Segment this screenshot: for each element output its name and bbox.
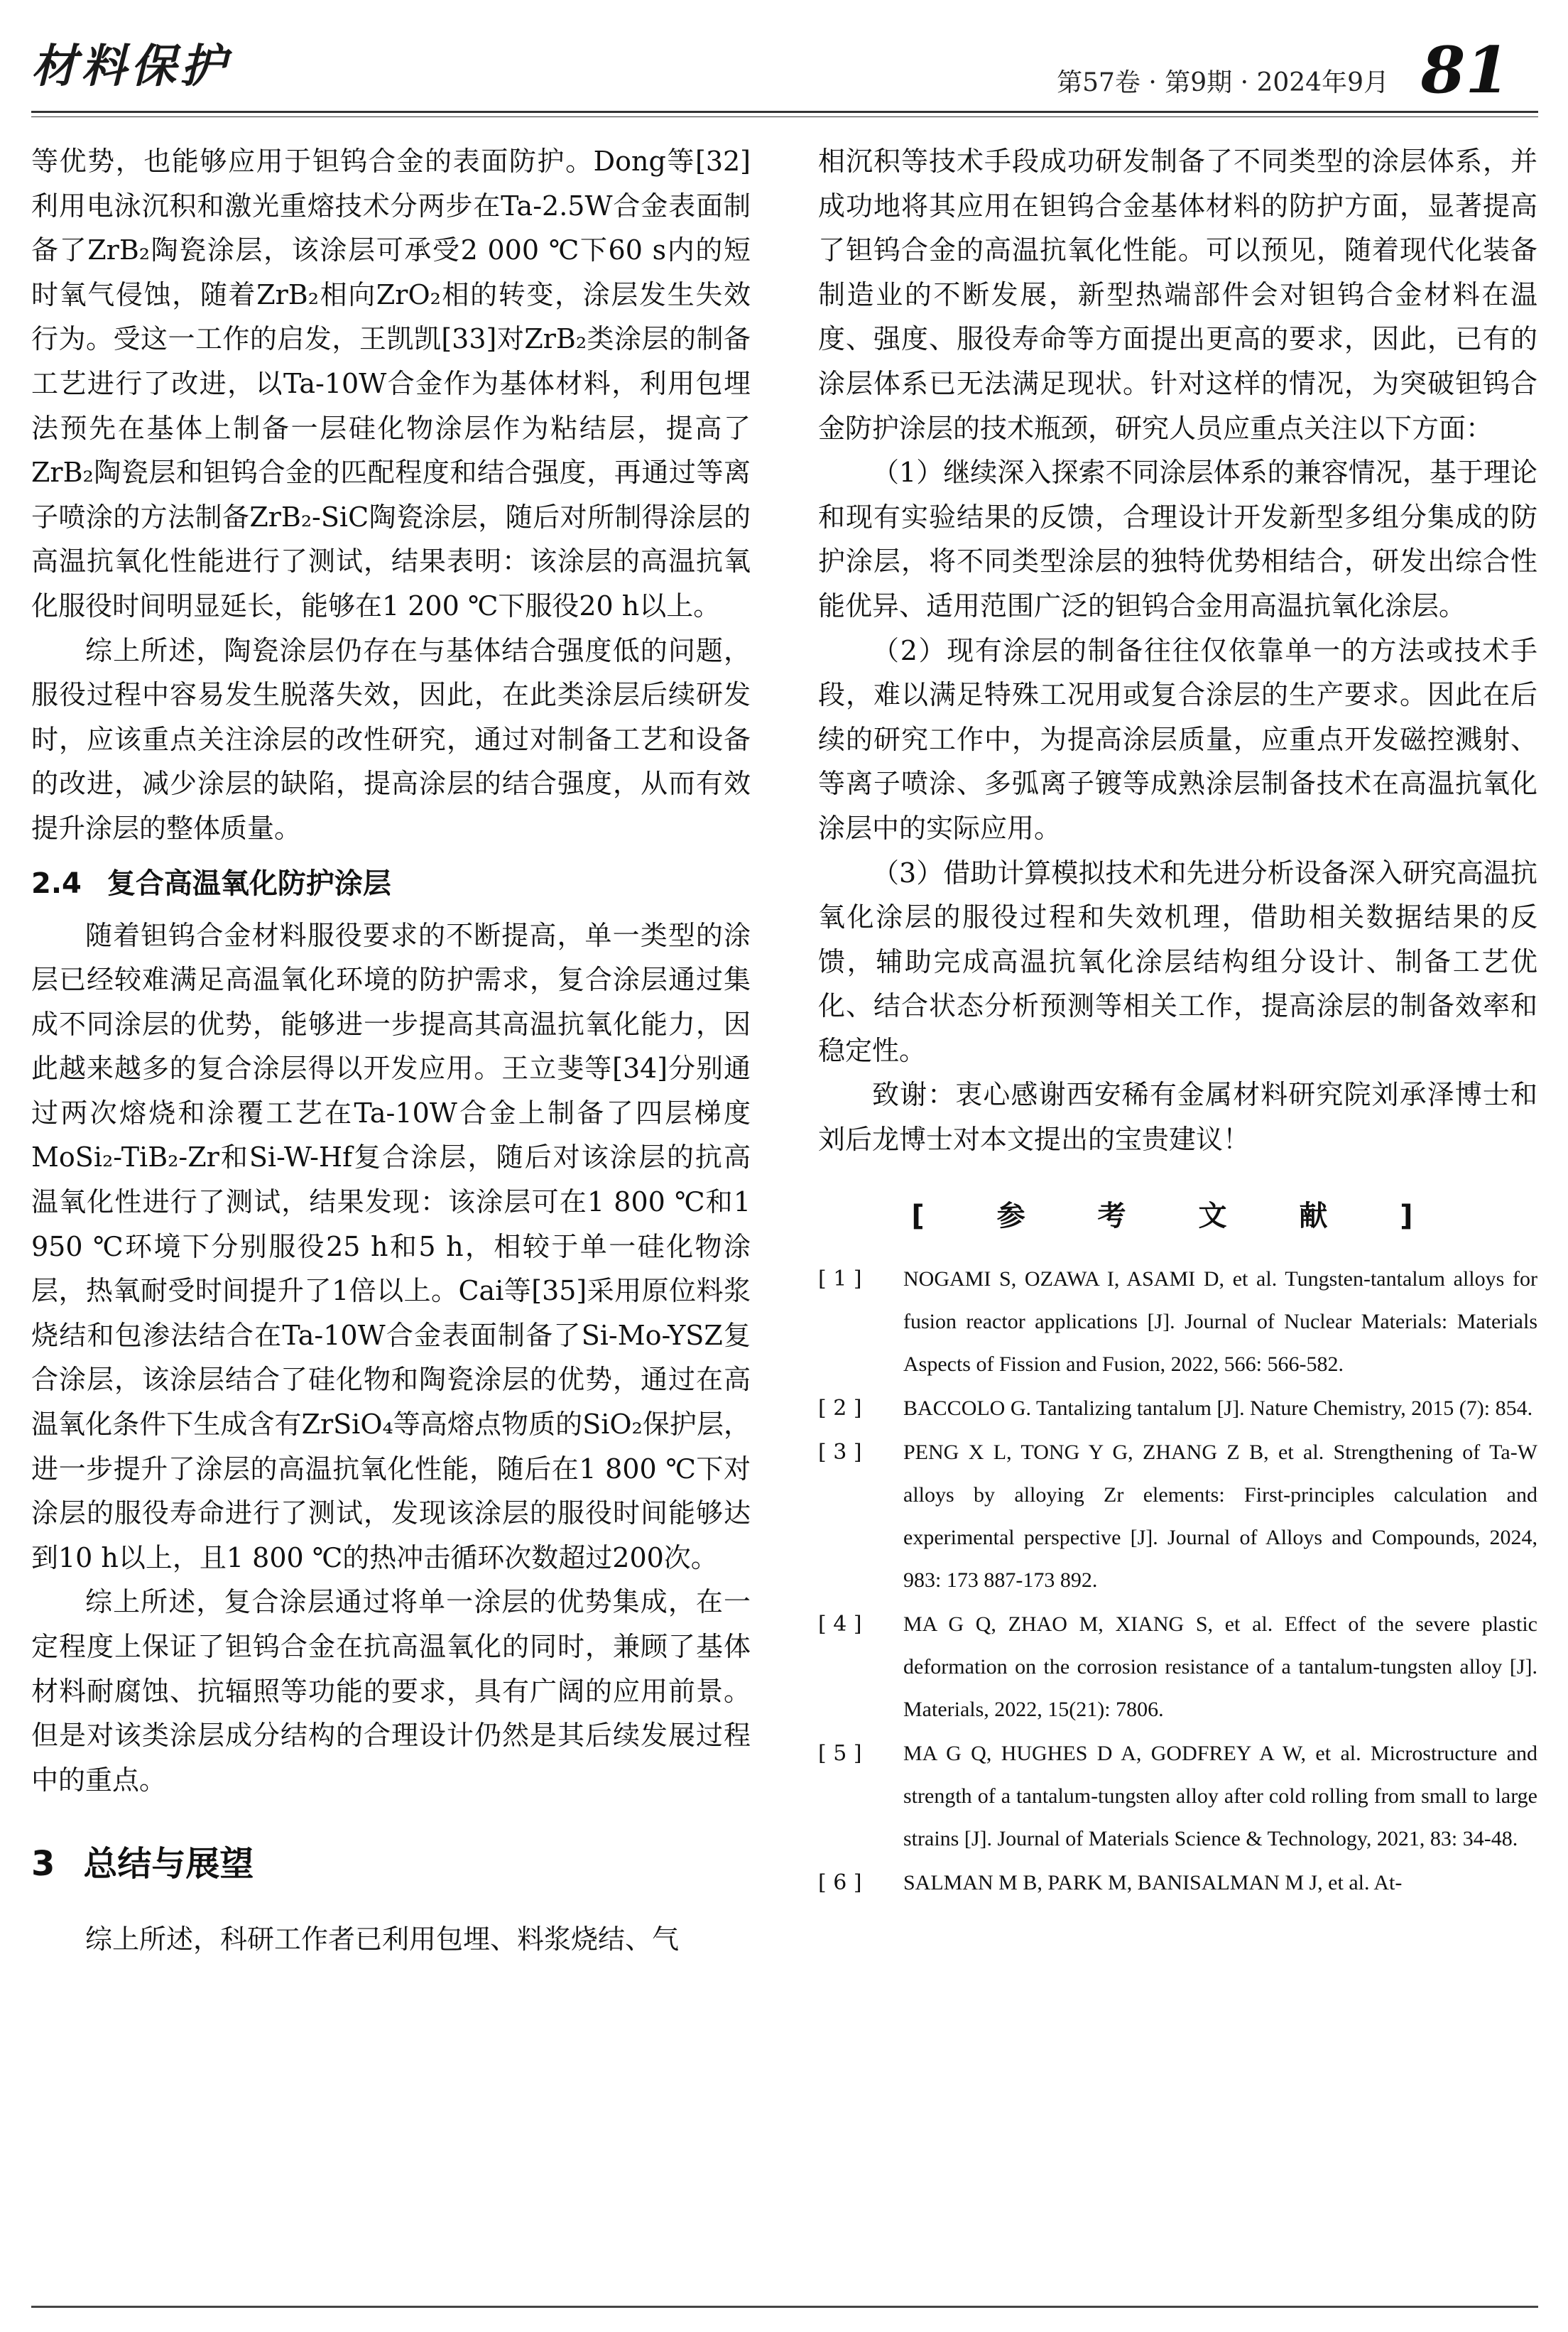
- paragraph: 综上所述，复合涂层通过将单一涂层的优势集成，在一定程度上保证了钽钨合金在抗高温氧化的同时，兼顾了基体材料耐腐蚀、抗辐照等功能的要求，具有广阔的应用前景。但是对该类涂层成分结构的合理设计仍然是其后续发展过程中的重点。: [31, 1586, 751, 1796]
- reference-text: MA G Q, HUGHES D A, GODFREY A W, et al. Microstructure and strength of a tantalum-tungsten alloy after cold rolling from small to large strains [J]. Journal of Materials Science & Technology, 2021, 83: 34-48.: [903, 1741, 1537, 1850]
- header-rule: [31, 111, 1538, 113]
- reference-text: NOGAMI S, OZAWA I, ASAMI D, et al. Tungsten-tantalum alloys for fusion reactor applications [J]. Journal of Nuclear Materials: Materials Aspects of Fission and Fusion, 2022, 566: 566-582.: [903, 1267, 1537, 1376]
- footer-rule: [31, 2306, 1538, 2308]
- section-heading-3: [31, 1839, 751, 1889]
- section-heading-2-4: [31, 862, 751, 905]
- reference-text: SALMAN M B, PARK M, BANISALMAN M J, et al. At-: [903, 1870, 1403, 1894]
- reference-item: [818, 1732, 1537, 1860]
- left-column: [31, 139, 751, 1962]
- paragraph: （3）借助计算模拟技术和先进分析设备深入研究高温抗氧化涂层的服役过程和失效机理，借助相关数据结果的反馈，辅助完成高温抗氧化涂层结构组分设计、制备工艺优化、结合状态分析预测等相关工作，提高涂层的制备效率和稳定性。: [818, 857, 1537, 1066]
- paragraph: 综上所述，陶瓷涂层仍存在与基体结合强度低的问题，服役过程中容易发生脱落失效，因此，在此类涂层后续研发时，应该重点关注涂层的改性研究，通过对制备工艺和设备的改进，减少涂层的缺陷，提高涂层的结合强度，从而有效提升涂层的整体质量。: [31, 634, 751, 844]
- issue-info: 第57卷 · 第9期 · 2024年9月: [1057, 68, 1389, 97]
- reference-text: MA G Q, ZHAO M, XIANG S, et al. Effect of the severe plastic deformation on the corrosion resistance of a tantalum-tungsten alloy [J]. Materials, 2022, 15(21): 7806.: [903, 1612, 1537, 1721]
- reference-number: [ 4 ]: [818, 1611, 862, 1637]
- reference-number: [ 6 ]: [818, 1870, 862, 1895]
- paragraph: （2）现有涂层的制备往往仅依靠单一的方法或技术手段，难以满足特殊工况用或复合涂层的生产要求。因此在后续的研究工作中，为提高涂层质量，应重点开发磁控溅射、等离子喷涂、多弧离子镀等成熟涂层制备技术在高温抗氧化涂层中的实际应用。: [818, 634, 1537, 844]
- section-title: 总结与展望: [83, 1844, 254, 1884]
- paragraph: （1）继续深入探索不同涂层体系的兼容情况，基于理论和现有实验结果的反馈，合理设计开发新型多组分集成的防护涂层，将不同类型涂层的独特优势相结合，研发出综合性能优异、适用范围广泛的钽钨合金用高温抗氧化涂层。: [818, 457, 1537, 622]
- paragraph: 综上所述，科研工作者已利用包埋、料浆烧结、气: [85, 1924, 680, 1956]
- reference-item: [818, 1387, 1537, 1430]
- reference-item: [818, 1603, 1537, 1731]
- acknowledgement: 致谢：衷心感谢西安稀有金属材料研究院刘承泽博士和刘后龙博士对本文提出的宝贵建议！: [818, 1079, 1537, 1156]
- reference-text: PENG X L, TONG Y G, ZHANG Z B, et al. Strengthening of Ta-W alloys by alloying Zr elements: First-principles calculation and experimental perspective [J]. Journal of Alloys and Compounds, 2024, 983: 173 887-173 892.: [903, 1440, 1537, 1592]
- reference-number: [ 3 ]: [818, 1439, 862, 1465]
- right-column: [818, 139, 1537, 1906]
- paragraph: 随着钽钨合金材料服役要求的不断提高，单一类型的涂层已经较难满足高温氧化环境的防护需求，复合涂层通过集成不同涂层的优势，能够进一步提高其高温抗氧化能力，因此越来越多的复合涂层得以开发应用。王立斐等[34]分别通过两次熔烧和涂覆工艺在Ta-10W合金上制备了四层梯度MoSi₂-TiB₂-Zr和Si-W-Hf复合涂层，随后对该涂层的抗高温氧化性进行了测试，结果发现：该涂层可在1 800 ℃和1 950 ℃环境下分别服役25 h和5 h，相较于单一硅化物涂层，热氧耐受时间提升了1倍以上。Cai等[35]采用原位料浆烧结和包渗法结合在Ta-10W合金表面制备了Si-Mo-YSZ复合涂层，该涂层结合了硅化物和陶瓷涂层的优势，通过在高温氧化条件下生成含有ZrSiO₄等高熔点物质的SiO₂保护层，进一步提升了涂层的高温抗氧化性能，随后在1 800 ℃下对涂层的服役寿命进行了测试，发现该涂层的服役时间能够达到10 h以上，且1 800 ℃的热冲击循环次数超过200次。: [31, 919, 751, 1573]
- journal-name: 材料保护: [31, 40, 230, 93]
- page-number: 81: [1420, 33, 1510, 108]
- reference-item: [818, 1431, 1537, 1602]
- section-number: 3: [31, 1844, 55, 1884]
- header-rule-thin: [31, 116, 1538, 117]
- reference-number: [ 1 ]: [818, 1266, 862, 1291]
- reference-item: [818, 1258, 1537, 1386]
- page-header: [31, 30, 1538, 108]
- paragraph: 相沉积等技术手段成功研发制备了不同类型的涂层体系，并成功地将其应用在钽钨合金基体材料的防护方面，显著提高了钽钨合金的高温抗氧化性能。可以预见，随着现代化装备制造业的不断发展，新型热端部件会对钽钨合金材料在温度、强度、服役寿命等方面提出更高的要求，因此，已有的涂层体系已无法满足现状。针对这样的情况，为突破钽钨合金防护涂层的技术瓶颈，研究人员应重点关注以下方面：: [818, 146, 1537, 444]
- section-number: 2.4: [31, 867, 82, 900]
- reference-number: [ 5 ]: [818, 1740, 862, 1766]
- reference-number: [ 2 ]: [818, 1395, 862, 1421]
- references-title: [ 参 考 文 献 ]: [911, 1199, 1444, 1232]
- reference-item: [818, 1862, 1537, 1904]
- reference-text: BACCOLO G. Tantalizing tantalum [J]. Nature Chemistry, 2015 (7): 854.: [903, 1396, 1533, 1420]
- section-title: 复合高温氧化防护涂层: [107, 867, 391, 900]
- paragraph: 等优势，也能够应用于钽钨合金的表面防护。Dong等[32]利用电泳沉积和激光重熔技术分两步在Ta-2.5W合金表面制备了ZrB₂陶瓷涂层，该涂层可承受2 000 ℃下60 s内的短时氧气侵蚀，随着ZrB₂相向ZrO₂相的转变，涂层发生失效行为。受这一工作的启发，王凯凯[33]对ZrB₂类涂层的制备工艺进行了改进，以Ta-10W合金作为基体材料，利用包埋法预先在基体上制备一层硅化物涂层作为粘结层，提高了ZrB₂陶瓷层和钽钨合金的匹配程度和结合强度，再通过等离子喷涂的方法制备ZrB₂-SiC陶瓷涂层，随后对所制得涂层的高温抗氧化性能进行了测试，结果表明：该涂层的高温抗氧化服役时间明显延长，能够在1 200 ℃下服役20 h以上。: [31, 146, 751, 622]
